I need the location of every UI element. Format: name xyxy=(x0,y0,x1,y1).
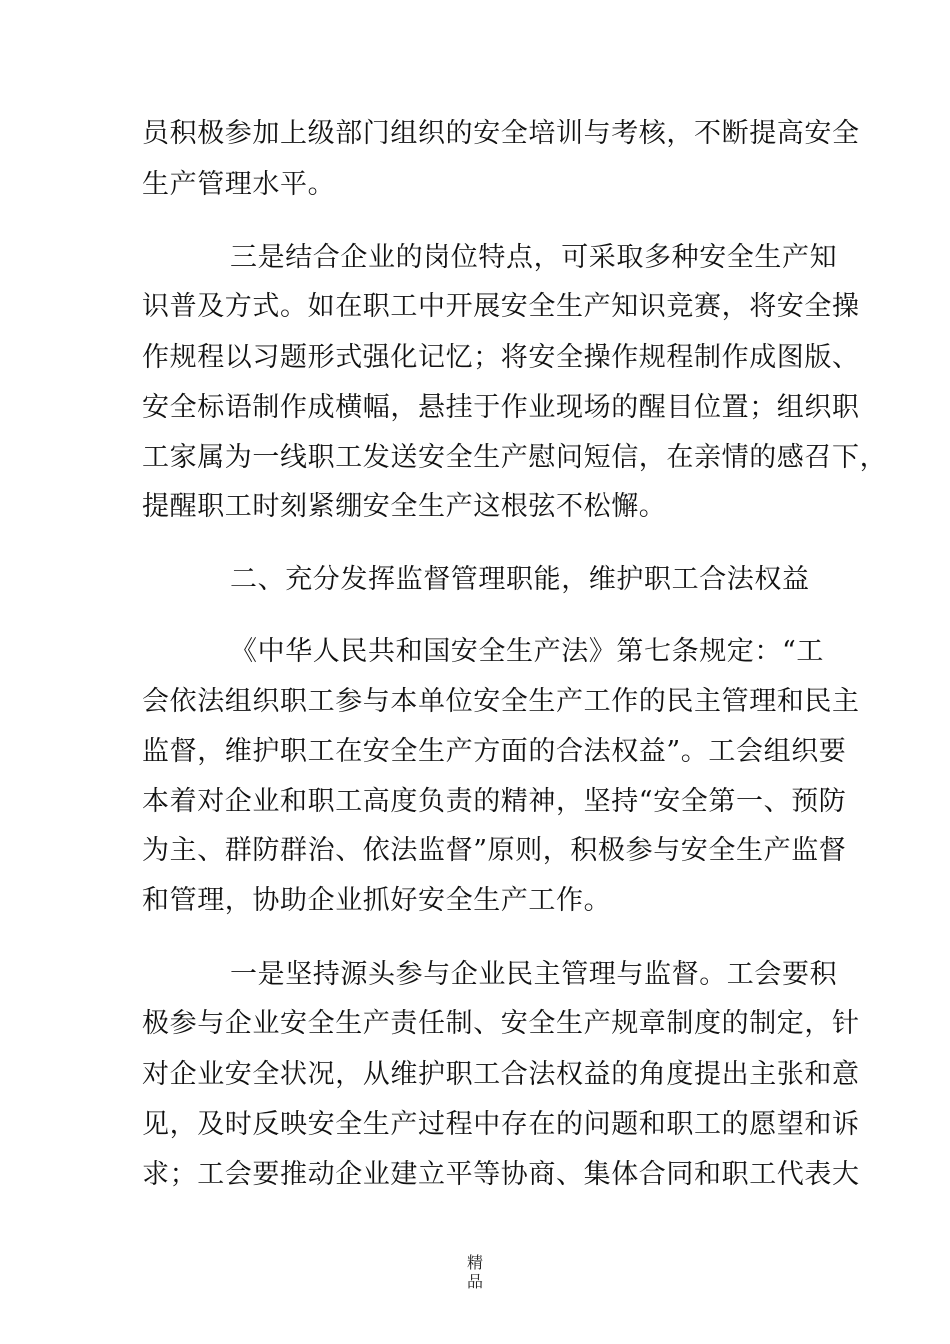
paragraph-first-line: 一是坚持源头参与企业民主管理与监督。工会要积 xyxy=(230,959,838,990)
text-line: 对企业安全状况，从维护职工合法权益的角度提出主张和意 xyxy=(142,1059,860,1090)
text-line: 安全标语制作成横幅，悬挂于作业现场的醒目位置；组织职 xyxy=(142,392,860,423)
text-line: 和管理，协助企业抓好安全生产工作。 xyxy=(142,885,612,916)
text-line: 员积极参加上级部门组织的安全培训与考核，不断提高安全 xyxy=(142,118,860,149)
text-line: 监督，维护职工在安全生产方面的合法权益”。工会组织要 xyxy=(142,736,847,767)
text-line: 为主、群防群治、依法监督”原则，积极参与安全生产监督 xyxy=(142,835,847,866)
text-line: 工家属为一线职工发送安全生产慰问短信，在亲情的感召下， xyxy=(142,442,888,473)
footer-mark-top: 精 xyxy=(466,1253,483,1272)
footer-mark-bottom: 品 xyxy=(466,1272,483,1291)
text-line: 提醒职工时刻紧绷安全生产这根弦不松懈。 xyxy=(142,491,667,522)
text-line: 见，及时反映安全生产过程中存在的问题和职工的愿望和诉 xyxy=(142,1109,860,1140)
text-line: 会依法组织职工参与本单位安全生产工作的民主管理和民主 xyxy=(142,686,860,717)
text-line: 识普及方式。如在职工中开展安全生产知识竞赛，将安全操 xyxy=(142,291,860,322)
section-heading: 二、充分发挥监督管理职能，维护职工合法权益 xyxy=(230,564,810,595)
text-line: 极参与企业安全生产责任制、安全生产规章制度的制定，针 xyxy=(142,1008,860,1039)
text-line: 本着对企业和职工高度负责的精神，坚持“安全第一、预防 xyxy=(142,786,847,817)
paragraph-first-line: 三是结合企业的岗位特点，可采取多种安全生产知 xyxy=(230,242,838,273)
paragraph-first-line: 《中华人民共和国安全生产法》第七条规定：“工 xyxy=(230,636,825,667)
text-line: 作规程以习题形式强化记忆；将安全操作规程制作成图版、 xyxy=(142,342,860,373)
text-line: 生产管理水平。 xyxy=(142,169,336,200)
text-line: 求；工会要推动企业建立平等协商、集体合同和职工代表大 xyxy=(142,1159,860,1190)
